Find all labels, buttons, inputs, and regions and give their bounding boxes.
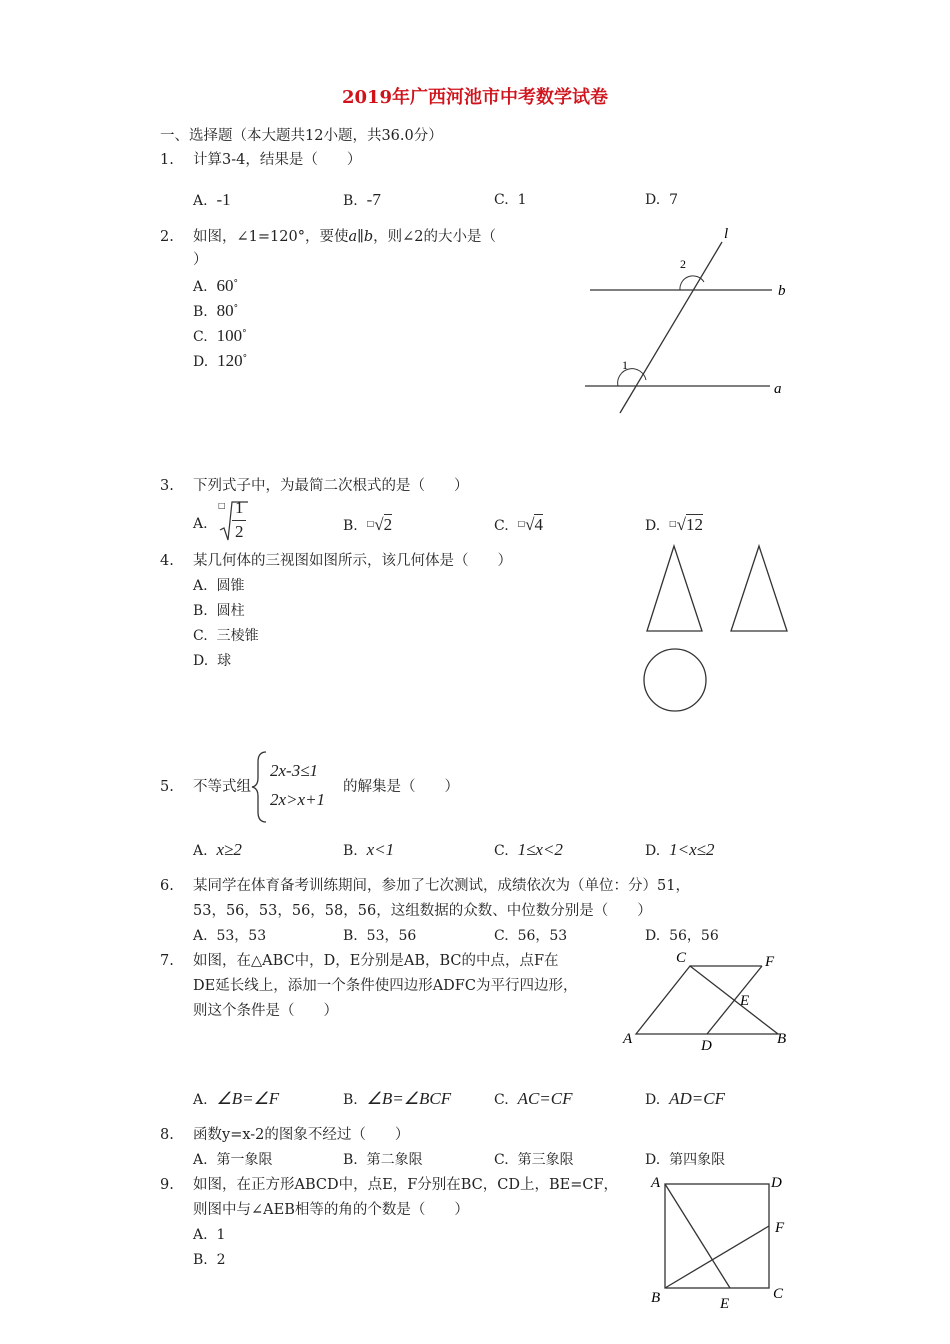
label-d: D [701,1038,712,1054]
q2-option-d[interactable]: D. 120° [193,351,248,370]
q8-stem: 函数y=x-2的图象不经过（ ） [193,1127,410,1143]
q2-option-c[interactable]: C. 100° [193,326,247,345]
q5-option-d[interactable]: D. 1<x≤2 [645,840,715,859]
label-a: A [623,1031,633,1047]
q7-option-d[interactable]: D. AD=CF [645,1089,725,1108]
q1-option-a[interactable]: A. -1 [193,190,231,209]
label-c: C [676,950,687,966]
q4-stem: 某几何体的三视图如图所示，该几何体是（ ） [193,553,512,569]
label-e: E [740,993,750,1009]
q8-option-b[interactable]: B. 第二象限 [343,1152,423,1168]
q8-option-c[interactable]: C. 第三象限 [494,1152,574,1168]
q6-option-c[interactable]: C. 56，53 [494,928,568,944]
label-d: D [771,1175,782,1191]
label-e: E [720,1296,730,1312]
q5-inequality-1: 2x-3≤1 [270,761,319,780]
q2-option-b[interactable]: B. 80° [193,301,239,320]
q7-number: 7. [160,953,174,969]
q3-option-a-label[interactable]: A. [193,516,208,532]
q6-option-a[interactable]: A. 53，53 [193,928,267,944]
q2-option-a[interactable]: A. 60° [193,276,238,295]
segment-bf [665,1226,769,1288]
q4-option-c[interactable]: C. 三棱锥 [193,628,259,644]
q1-stem: 计算3-4，结果是（ ） [193,152,362,168]
q5-pre: 不等式组 [193,779,251,795]
q7-stem-line2: DE延长线上，添加一个条件使四边形ADFC为平行四边形， [193,978,578,994]
q2-stem-close: ） [193,252,208,268]
q7-option-a[interactable]: A. ∠B=∠F [193,1089,280,1108]
q3-option-c[interactable]: C. □√4 [494,515,543,534]
label-b: b [778,283,786,299]
q2-stem: 如图，∠1=120°，要使a∥b，则∠2的大小是（ [193,229,496,245]
label-2: 2 [680,257,686,271]
q5-number: 5. [160,779,174,795]
q3-number: 3. [160,478,174,494]
label-l: l [724,226,729,242]
page-title: 2019年广西河池市中考数学试卷 [341,87,609,108]
q3-option-b[interactable]: B. □√2 [343,515,393,534]
label-f: F [765,954,775,970]
label-1: 1 [622,358,628,372]
q8-option-d[interactable]: D. 第四象限 [645,1152,726,1168]
radical-index: □ [218,501,226,510]
q8-number: 8. [160,1127,174,1143]
q4-option-b[interactable]: B. 圆柱 [193,603,245,619]
q9-stem-line2: 则图中与∠AEB相等的角的个数是（ ） [193,1202,469,1218]
q9-option-b[interactable]: B. 2 [193,1252,226,1268]
q8-option-a[interactable]: A. 第一象限 [193,1152,273,1168]
q7-option-c[interactable]: C. AC=CF [494,1089,573,1108]
q6-stem-line2: 53，56，53，56，58，56，这组数据的众数、中位数分别是（ ） [193,903,652,919]
q6-option-d[interactable]: D. 56，56 [645,928,719,944]
label-f: F [775,1220,785,1236]
label-c: C [773,1286,784,1302]
q1-option-c[interactable]: C. 1 [494,192,527,208]
q6-option-b[interactable]: B. 53，56 [343,928,417,944]
q3-stem: 下列式子中，为最简二次根式的是（ ） [193,478,469,494]
q1-option-d[interactable]: D. 7 [645,192,679,208]
q5-option-a[interactable]: A. x≥2 [193,840,242,859]
q5-inequality-2: 2x>x+1 [270,790,326,809]
q5-post: 的解集是（ ） [343,779,459,795]
q1-option-b[interactable]: B. -7 [343,190,381,209]
label-b: B [777,1031,787,1047]
q2-number: 2. [160,229,174,245]
q7-stem-line3: 则这个条件是（ ） [193,1003,338,1019]
section-heading: 一、选择题（本大题共12小题，共36.0分） [160,128,443,144]
q4-option-d[interactable]: D. 球 [193,653,232,669]
q5-option-b[interactable]: B. x<1 [343,840,395,859]
q3-option-a-expr: □ 1 2 [218,498,258,544]
q6-number: 6. [160,878,174,894]
q4-number: 4. [160,553,174,569]
q4-option-a[interactable]: A. 圆锥 [193,578,245,594]
q7-option-b[interactable]: B. ∠B=∠BCF [343,1089,452,1108]
q9-option-a[interactable]: A. 1 [193,1227,226,1243]
q9-stem-line1: 如图，在正方形ABCD中，点E，F分别在BC，CD上，BE=CF， [193,1177,619,1193]
q7-stem-line1: 如图，在△ABC中，D，E分别是AB，BC的中点，点F在 [193,953,559,969]
segment-ae [665,1184,730,1288]
label-b: B [651,1290,661,1306]
label-a: a [774,381,782,397]
label-a: A [651,1175,661,1191]
q5-option-c[interactable]: C. 1≤x<2 [494,840,563,859]
q6-stem-line1: 某同学在体育备考训练期间，参加了七次测试，成绩依次为（单位：分）51， [193,878,690,894]
q9-number: 9. [160,1177,174,1193]
q1-number: 1. [160,152,174,168]
q3-option-d[interactable]: D. □√12 [645,515,703,534]
